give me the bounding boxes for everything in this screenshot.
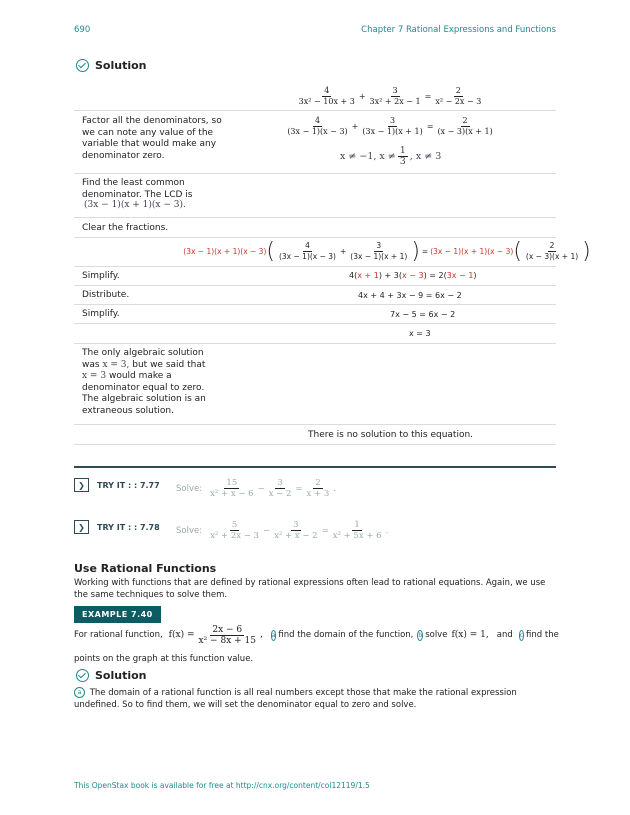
chevron-right-icon[interactable]: ❯ xyxy=(74,520,89,534)
section-paragraph: Working with functions that are defined by rational expressions often lead to rational equations. Again, we use the same techniques to solve them. xyxy=(74,578,546,600)
check-circle-icon xyxy=(76,669,89,682)
conclusion-text: There is no solution to this equation. xyxy=(308,430,474,440)
step-simplify2-text: Simplify. xyxy=(82,309,120,319)
solution2-heading: Solution xyxy=(76,669,147,682)
example-statement-line2: points on the graph at this function value. xyxy=(74,654,254,664)
original-equation: $\frac{4}{\text{3x² − 10x + 3}}$ + $\frac{3}{\text{3x² + 2x − 1}}$ = $\frac{2}{\text{x² − 2x − 3}}$ xyxy=(298,86,482,106)
result-equation: x = 3 xyxy=(409,329,431,338)
chapter-title: Chapter 7 Rational Expressions and Functions xyxy=(361,25,556,35)
restrictions: x ≠ −1, x ≠ $\frac{1}{3}$ , x ≠ 3 xyxy=(340,145,442,167)
try-it-7-77: ❯ TRY IT : : 7.77 xyxy=(74,478,160,492)
try-it-7-78: ❯ TRY IT : : 7.78 xyxy=(74,520,160,534)
page-number: 690 xyxy=(74,25,91,35)
factored-equation: $\frac{4}{(3x - 1)(x - 3)}$ + $\frac{3}{(3x - 1)(x + 1)}$ = $\frac{2}{(x - 3)(x + 1)}$ xyxy=(287,116,493,136)
chevron-right-icon[interactable]: ❯ xyxy=(74,478,89,492)
extraneous-explanation: The only algebraic solution was x = 3, but we said that x = 3 would make a denominator equal to zero. The algebraic solution is an extraneous solution. xyxy=(82,348,206,416)
solution-heading: Solution xyxy=(76,59,147,72)
try-it-7-78-equation: Solve: $\frac{5}{\text{x² + 2x − 3}}$ − $\frac{3}{\text{x² + x − 2}}$ = $\frac{1}{\text{x² + 5x + 6}}$ . xyxy=(176,520,389,541)
check-circle-icon xyxy=(76,59,89,72)
distribute-equation: 4x + 4 + 3x − 9 = 6x − 2 xyxy=(358,291,462,300)
simplify-equation: 4(x + 1) + 3(x − 3) = 2(3x − 1) xyxy=(349,271,477,280)
step-lcd-text: Find the least common denominator. The LCD is xyxy=(82,178,193,200)
lcd-expression: (3x − 1)(x + 1)(x − 3). xyxy=(84,200,186,210)
simplify2-equation: 7x − 5 = 6x − 2 xyxy=(390,310,456,319)
section-title: Use Rational Functions xyxy=(74,562,217,575)
step-distribute-text: Distribute. xyxy=(82,290,130,300)
footer-text: This OpenStax book is available for free at http://cnx.org/content/col12119/1.5 xyxy=(74,781,370,790)
step-clear-text: Clear the fractions. xyxy=(82,223,169,233)
try-it-7-77-equation: Solve: $\frac{15}{\text{x² + x − 6}}$ − $\frac{3}{x - 2}$ = $\frac{2}{x + 3}$ . xyxy=(176,478,336,499)
solution2-text: a The domain of a rational function is all real numbers except those that make the rational expression undefined. So to find them, we will set the denominator equal to zero and solve. xyxy=(74,688,517,710)
step-factor-text: Factor all the denominators, so we can note any value of the variable that would make any denominator zero. xyxy=(82,116,222,161)
cleared-equation: (3x − 1)(x + 1)(x − 3) ( $\frac{4}{(3x - 1)(x - 3)}$ + $\frac{3}{(3x - 1)(x + 1)}$ ) = (3x − 1)(x + 1)(x − 3) ( $\frac{2}{(x - 3)(x + 1)}$ ) xyxy=(183,238,591,264)
example-banner: EXAMPLE 7.40 xyxy=(74,606,161,623)
step-simplify-text: Simplify. xyxy=(82,271,120,281)
example-statement: For rational function, f(x) = $\frac{2x - 6}{\text{x² − 8x + 15}}$ , a find the domain of the function, b solve f(x) = 1, and c find the xyxy=(74,625,559,646)
